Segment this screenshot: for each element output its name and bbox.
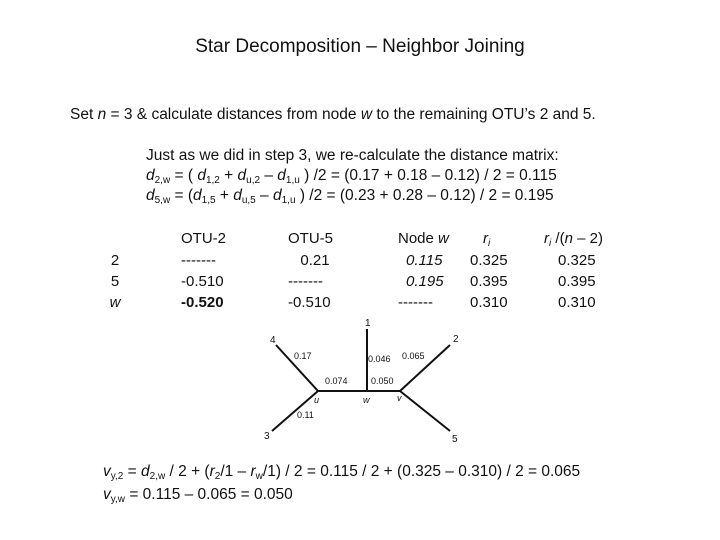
node-4-label: 4	[270, 335, 276, 346]
rin-end: – 2)	[572, 230, 603, 247]
cell-w-otu5: -0.510	[288, 294, 331, 311]
slide-title: Star Decomposition – Neighbor Joining	[195, 36, 525, 57]
eq3-t2-sub: u,5	[241, 195, 256, 206]
branch-label-4: 0.17	[294, 351, 312, 361]
eq3-minus: –	[255, 187, 273, 204]
tree-diagram	[252, 315, 472, 445]
step-line-3	[146, 187, 554, 206]
eq3-t1-d: d	[193, 187, 202, 204]
node-w-pre: Node	[398, 230, 439, 247]
f1-v: v	[103, 463, 111, 480]
f1-mid2: /1 –	[220, 463, 251, 480]
branch-v-5	[400, 391, 450, 431]
eq3-lhs-sub: 5,w	[154, 195, 171, 206]
eq2-lhs-sub: 2,w	[154, 175, 171, 186]
eq3-lhs-d: d	[146, 187, 155, 204]
cell-w-otu2: -0.520	[181, 294, 224, 311]
footer-line-1	[103, 463, 580, 482]
eq3-tail: ) /2 = (0.23 + 0.28 – 0.12) / 2 = 0.195	[295, 187, 554, 204]
cell-2-rin: 0.325	[558, 252, 596, 269]
col-header-ri	[483, 230, 490, 249]
intro-n-var: n	[97, 106, 107, 123]
f1-d: d	[141, 463, 150, 480]
branch-label-2: 0.065	[402, 351, 425, 361]
eq3-t3-d: d	[272, 187, 282, 204]
f1-r2-sub: w	[255, 471, 263, 482]
eq2-t1-sub: 1,2	[205, 175, 220, 186]
cell-2-nodew: 0.115	[406, 252, 443, 269]
eq3-t3-sub: 1,u	[281, 195, 296, 206]
eq2-t1-d: d	[197, 167, 206, 184]
row-label-2: 2	[110, 252, 120, 269]
f2-tail: = 0.115 – 0.065 = 0.050	[125, 486, 293, 503]
intro-text	[70, 106, 596, 124]
f2-v-sub: y,w	[110, 494, 126, 505]
cell-w-nodew: -------	[398, 294, 433, 311]
f2-v: v	[103, 486, 111, 503]
eq2-t2-d: d	[237, 167, 247, 184]
eq2-plus: +	[219, 167, 238, 184]
cell-5-otu5: -------	[288, 273, 323, 290]
row-label-w: w	[109, 294, 121, 311]
ri-sub: i	[488, 238, 491, 249]
f1-r2: r	[250, 463, 256, 480]
branch-label-3: 0.11	[297, 410, 314, 420]
cell-2-otu2: -------	[181, 252, 216, 269]
f1-d-sub: 2,w	[149, 471, 166, 482]
ri-r: r	[483, 230, 488, 247]
eq3-t2-d: d	[233, 187, 242, 204]
eq3-eq1: = (	[170, 187, 194, 204]
eq2-lhs-d: d	[146, 167, 155, 184]
intro-mid: = 3 & calculate distances from node	[106, 106, 361, 123]
col-header-ri-n	[544, 230, 603, 249]
node-w-label: w	[363, 395, 370, 405]
cell-5-ri: 0.395	[470, 273, 508, 290]
eq3-t1-sub: 1,5	[201, 195, 216, 206]
eq2-eq1: = (	[170, 167, 198, 184]
f1-eq: =	[123, 463, 142, 480]
cell-w-ri: 0.310	[470, 294, 508, 311]
col-header-otu5: OTU-5	[288, 230, 333, 247]
cell-5-rin: 0.395	[558, 273, 596, 290]
cell-w-rin: 0.310	[558, 294, 596, 311]
rin-sub: i	[549, 238, 552, 249]
cell-2-otu5: 0.21	[300, 252, 330, 269]
eq2-t2-sub: u,2	[246, 175, 261, 186]
cell-2-ri: 0.325	[470, 252, 508, 269]
cell-5-nodew: 0.195	[406, 273, 444, 290]
col-header-otu2: OTU-2	[181, 230, 226, 247]
eq2-t3-d: d	[277, 167, 286, 184]
f1-r1-sub: 2	[214, 471, 221, 482]
rin-tail: /(	[551, 230, 565, 247]
node-2-label: 2	[453, 334, 459, 345]
row-label-5: 5	[110, 273, 120, 290]
node-5-label: 5	[452, 434, 458, 445]
eq2-t3-sub: 1,u	[285, 175, 300, 186]
intro-w-var: w	[360, 106, 373, 123]
footer-line-2	[103, 486, 293, 505]
col-header-node-w	[398, 230, 449, 247]
branch-label-uw: 0.074	[325, 376, 348, 386]
intro-pre: Set	[70, 106, 98, 123]
eq2-minus: –	[260, 167, 278, 184]
intro-post: to the remaining OTU’s 2 and 5.	[372, 106, 596, 123]
f1-mid: / 2 + (	[165, 463, 210, 480]
node-u-label: u	[314, 395, 320, 405]
step-line-1: Just as we did in step 3, we re-calculate the distance matrix:	[146, 147, 559, 164]
cell-5-otu2: -0.510	[181, 273, 224, 290]
node-1-label: 1	[365, 318, 371, 329]
step-line-2	[146, 167, 557, 186]
node-w-var: w	[438, 230, 449, 247]
f1-r1: r	[209, 463, 215, 480]
f1-v-sub: y,2	[110, 471, 124, 482]
node-v-label: v	[397, 393, 402, 403]
rin-r: r	[544, 230, 549, 247]
eq3-plus: +	[215, 187, 234, 204]
branch-label-1: 0.046	[368, 354, 391, 364]
rin-n: n	[564, 230, 573, 247]
branch-label-wv: 0.050	[371, 376, 394, 386]
node-3-label: 3	[264, 431, 270, 442]
f1-tail: /1) / 2 = 0.115 / 2 + (0.325 – 0.310) / 2 = 0.065	[262, 463, 581, 480]
eq2-tail: ) /2 = (0.17 + 0.18 – 0.12) / 2 = 0.115	[299, 167, 557, 184]
